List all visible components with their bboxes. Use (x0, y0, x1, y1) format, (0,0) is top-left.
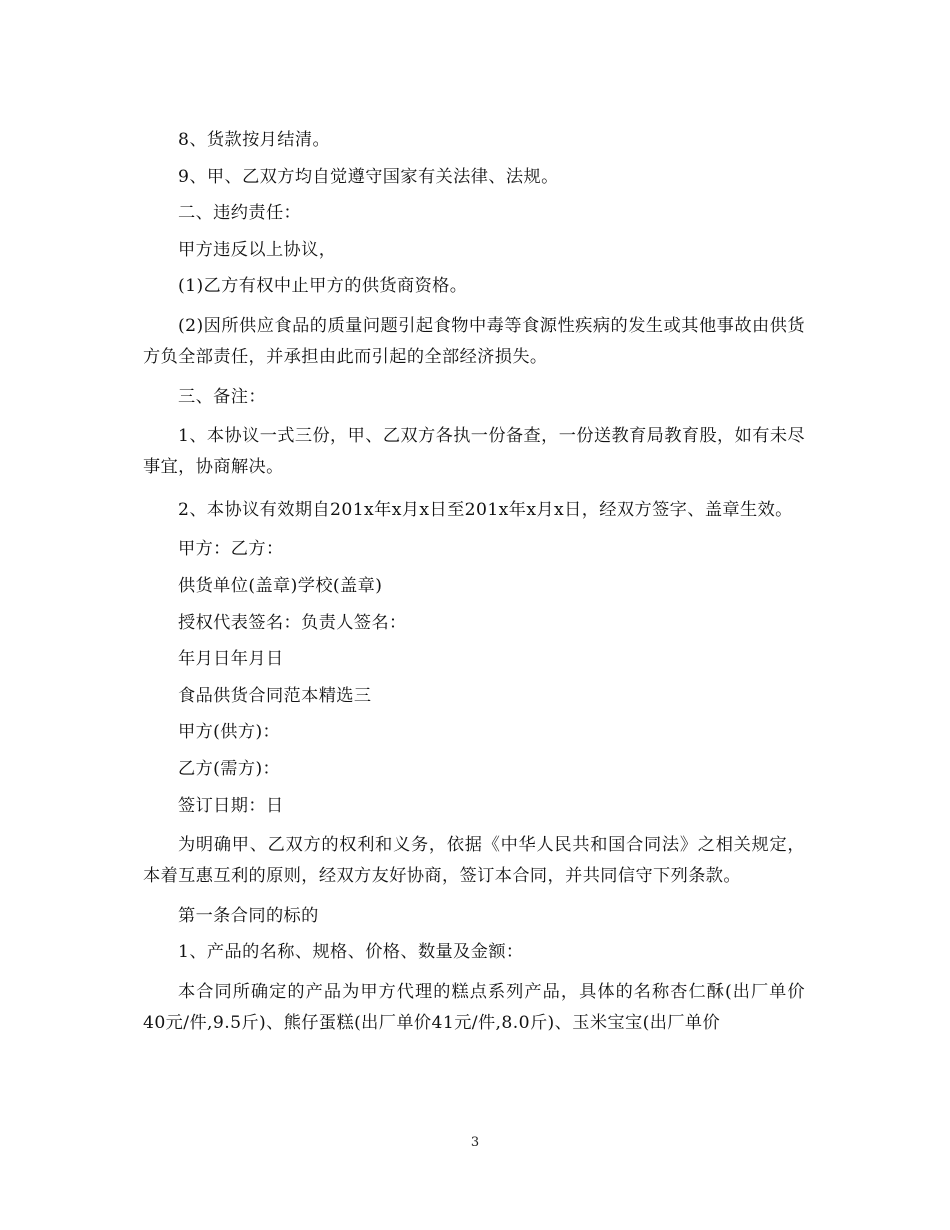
page-number: 3 (470, 1135, 480, 1150)
signature-dates: 年月日年月日 (178, 649, 284, 670)
section-heading-remarks: 三、备注： (178, 386, 266, 407)
paragraph-legal-compliance: 9、甲、乙双方均自觉遵守国家有关法律、法规。 (178, 166, 559, 187)
paragraph-party-a-violation: 甲方违反以上协议， (178, 239, 337, 260)
party-a-line: 甲方(供方)： (178, 722, 281, 743)
paragraph-remark-1: 1、本协议一式三份，甲、乙双方各执一份备查，一份送教育局教育股，如有未尽事宜，协商解决。 (143, 426, 805, 478)
paragraph-remark-2: 2、本协议有效期自201x年x月x日至201x年x月x日，经双方签字、盖章生效。 (178, 499, 793, 520)
document-body (143, 128, 805, 1050)
signature-parties: 甲方：乙方： (178, 539, 284, 560)
paragraph-clause-2: (2)因所供应食品的质量问题引起食物中毒等食源性疾病的发生或其他事故由供货方负全部责任，并承担由此而引起的全部经济损失。 (143, 315, 805, 367)
signature-representatives: 授权代表签名：负责人签名： (178, 612, 407, 633)
signature-units: 供货单位(盖章)学校(盖章) (178, 575, 383, 596)
article-1-item-1: 1、产品的名称、规格、价格、数量及金额： (178, 942, 524, 963)
paragraph-clause-1: (1)乙方有权中止甲方的供货商资格。 (178, 276, 468, 297)
party-b-line: 乙方(需方)： (178, 758, 281, 779)
section-heading-breach-liability: 二、违约责任： (178, 203, 302, 224)
paragraph-product-details: 本合同所确定的产品为甲方代理的糕点系列产品，具体的名称杏仁酥(出厂单价40元/件,9.5斤)、熊仔蛋糕(出厂单价41元/件,8.0斤)、玉米宝宝(出厂单价 (143, 981, 805, 1033)
paragraph-preamble: 为明确甲、乙双方的权利和义务，依据《中华人民共和国合同法》之相关规定，本着互惠互利的原则，经双方友好协商，签订本合同，并共同信守下列条款。 (143, 835, 805, 887)
signing-date-line: 签订日期：日 (178, 795, 284, 816)
article-1-heading: 第一条合同的标的 (178, 905, 319, 926)
contract-title: 食品供货合同范本精选三 (178, 685, 372, 706)
paragraph-payment-terms: 8、货款按月结清。 (178, 130, 331, 150)
